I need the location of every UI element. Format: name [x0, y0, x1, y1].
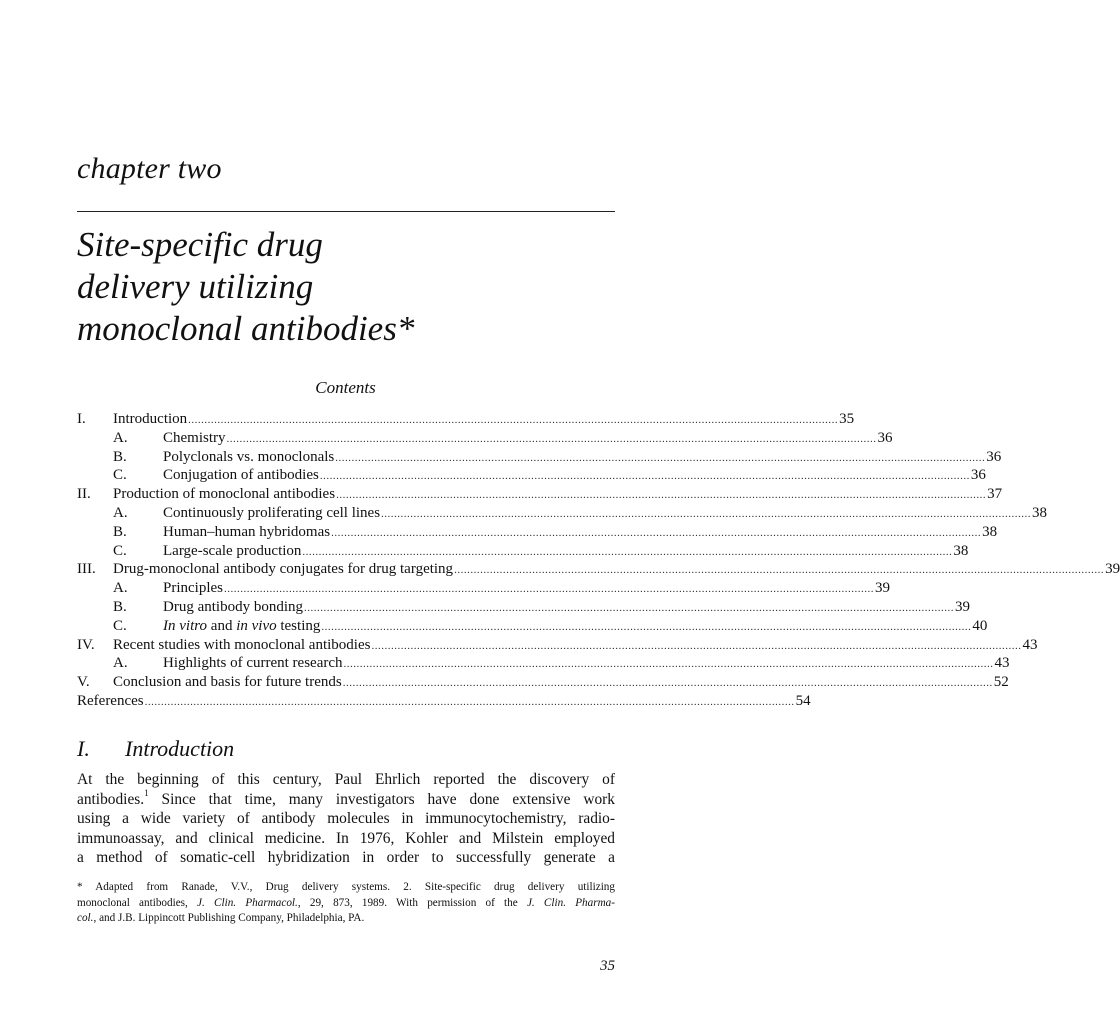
chapter-title-line: monoclonal antibodies*	[77, 309, 415, 348]
toc-entry[interactable]	[77, 617, 988, 636]
toc-leader: ........................................................................................................................................................................................................	[319, 470, 970, 483]
toc-page: 40	[972, 617, 988, 634]
body-text-part: antibodies.	[77, 790, 145, 808]
toc-title: Recent studies with monoclonal antibodies	[113, 636, 371, 653]
section-title: Introduction	[125, 736, 235, 761]
toc-page: 35	[839, 411, 855, 427]
toc-title-italic: In vitro	[163, 617, 208, 634]
footnote-line	[77, 896, 615, 912]
toc-page: 36	[877, 429, 893, 446]
toc-leader: ........................................................................................................................................................................................................	[226, 432, 877, 445]
citation-ref[interactable]: 1	[144, 788, 149, 799]
toc-title: Drug-monoclonal antibody conjugates for drug targeting	[113, 561, 454, 578]
footnote	[77, 880, 615, 927]
toc-entry[interactable]	[77, 542, 969, 561]
body-line: At the beginning of this century, Paul Ehrlich reported the discovery of	[77, 771, 615, 788]
section-heading	[77, 736, 234, 762]
toc-number: A.	[113, 504, 128, 521]
toc-page: 38	[953, 542, 969, 559]
toc-entry[interactable]	[77, 504, 1048, 523]
footnote-part: , and J.B. Lippincott Publishing Company, Philadelphia, PA.	[93, 912, 365, 924]
journal-name: J. Clin. Pharma-	[526, 896, 615, 909]
body-line: immunoassay, and clinical medicine. In 1976, Kohler and Milstein employed	[77, 829, 615, 847]
toc-page: 38	[1032, 504, 1048, 521]
toc-entry[interactable]	[77, 598, 970, 617]
toc-leader: ........................................................................................................................................................................................................	[144, 695, 795, 708]
toc-title	[163, 617, 320, 636]
toc-title-part: testing	[276, 617, 321, 634]
toc-page: 38	[982, 523, 998, 540]
chapter-label: chapter two	[77, 152, 222, 185]
footnote-part: , 29, 873, 1989. With permission of the	[297, 896, 527, 909]
toc-number: III.	[77, 561, 96, 578]
toc-title-italic: in vivo	[236, 617, 277, 634]
toc-number: C.	[113, 467, 127, 484]
toc-title: References	[77, 692, 144, 709]
toc-leader: ........................................................................................................................................................................................................	[454, 564, 1105, 577]
toc-number: I.	[77, 411, 86, 427]
toc-title: Production of monoclonal antibodies	[113, 486, 336, 503]
toc-entry[interactable]	[77, 692, 811, 711]
toc-number: A.	[113, 580, 128, 597]
toc-title: Highlights of current research	[163, 655, 343, 672]
chapter-title-line: delivery utilizing	[77, 267, 314, 306]
toc-page: 36	[970, 467, 986, 484]
toc-number: B.	[113, 448, 127, 465]
toc-leader: ........................................................................................................................................................................................................	[304, 601, 954, 614]
toc-leader: ........................................................................................................................................................................................................	[342, 677, 993, 690]
toc-number: A.	[113, 429, 128, 446]
toc-leader: ........................................................................................................................................................................................................	[188, 414, 839, 426]
toc-entry[interactable]	[77, 673, 1009, 692]
body-text-part: Since that time, many investigators have done extensive work	[148, 790, 615, 808]
toc-title: Introduction	[113, 411, 188, 427]
toc-leader: ........................................................................................................................................................................................................	[224, 583, 874, 596]
toc-page: 43	[994, 655, 1010, 672]
body-paragraph	[77, 770, 615, 868]
toc-page: 54	[795, 692, 811, 709]
toc-entry[interactable]	[77, 654, 1010, 673]
toc-entry[interactable]	[77, 560, 1120, 579]
body-line: a method of somatic-cell hybridization in order to successfully generate a	[77, 849, 615, 867]
toc-number: C.	[113, 617, 127, 634]
toc-leader: ........................................................................................................................................................................................................	[302, 545, 953, 558]
toc-leader: ........................................................................................................................................................................................................	[335, 451, 986, 464]
toc-page: 52	[993, 674, 1009, 691]
body-line: using a wide variety of antibody molecules in immunocytochemistry, radio-	[77, 810, 615, 828]
toc-title: Drug antibody bonding	[163, 598, 303, 615]
journal-name: J. Clin. Pharmacol.	[197, 896, 298, 909]
toc-leader: ........................................................................................................................................................................................................	[321, 620, 972, 633]
toc-title: Large-scale production	[163, 542, 302, 559]
toc-entry[interactable]	[77, 448, 1002, 467]
contents-heading: Contents	[315, 378, 376, 397]
footnote-line	[77, 911, 615, 927]
toc-leader: ........................................................................................................................................................................................................	[336, 489, 987, 502]
table-of-contents	[77, 410, 1120, 711]
footnote-line: * Adapted from Ranade, V.V., Drug delivery systems. 2. Site-specific drug delivery utilizing	[77, 881, 615, 893]
toc-entry[interactable]	[77, 485, 1003, 504]
section-number: I.	[77, 736, 90, 761]
toc-entry[interactable]	[77, 636, 1038, 655]
toc-number: IV.	[77, 636, 95, 653]
toc-title: Human–human hybridomas	[163, 523, 331, 540]
toc-title: Chemistry	[163, 429, 226, 446]
toc-leader: ........................................................................................................................................................................................................	[331, 526, 982, 539]
chapter-title-line: Site-specific drug	[77, 225, 323, 264]
page-number: 35	[600, 958, 615, 974]
toc-number: II.	[77, 486, 91, 503]
toc-number: B.	[113, 598, 127, 615]
toc-title: Conclusion and basis for future trends	[113, 674, 342, 691]
toc-page: 37	[987, 486, 1003, 503]
toc-leader: ........................................................................................................................................................................................................	[381, 507, 1032, 520]
toc-title-part: and	[207, 617, 237, 634]
toc-title: Continuously proliferating cell lines	[163, 504, 381, 521]
toc-page: 36	[986, 448, 1002, 465]
toc-page: 39	[955, 598, 970, 615]
toc-title: Principles	[163, 580, 223, 597]
chapter-divider	[77, 211, 615, 212]
toc-leader: ........................................................................................................................................................................................................	[371, 639, 1022, 652]
journal-name: col.	[77, 912, 94, 924]
toc-entry[interactable]	[77, 429, 893, 448]
toc-number: B.	[113, 523, 127, 540]
toc-page: 39	[875, 580, 890, 597]
toc-entry[interactable]	[77, 410, 855, 429]
toc-number: C.	[113, 542, 127, 559]
toc-leader: ........................................................................................................................................................................................................	[343, 658, 994, 671]
toc-title: Polyclonals vs. monoclonals	[163, 448, 335, 465]
toc-entry[interactable]	[77, 579, 890, 598]
body-line	[77, 790, 615, 810]
toc-page: 43	[1022, 636, 1038, 653]
toc-page: 39	[1105, 561, 1120, 578]
toc-number: V.	[77, 674, 90, 691]
toc-number: A.	[113, 655, 128, 672]
toc-title: Conjugation of antibodies	[163, 467, 319, 484]
toc-entry[interactable]	[77, 523, 998, 542]
toc-entry[interactable]	[77, 466, 986, 485]
footnote-part: monoclonal antibodies,	[77, 896, 198, 909]
chapter-title	[77, 224, 617, 350]
